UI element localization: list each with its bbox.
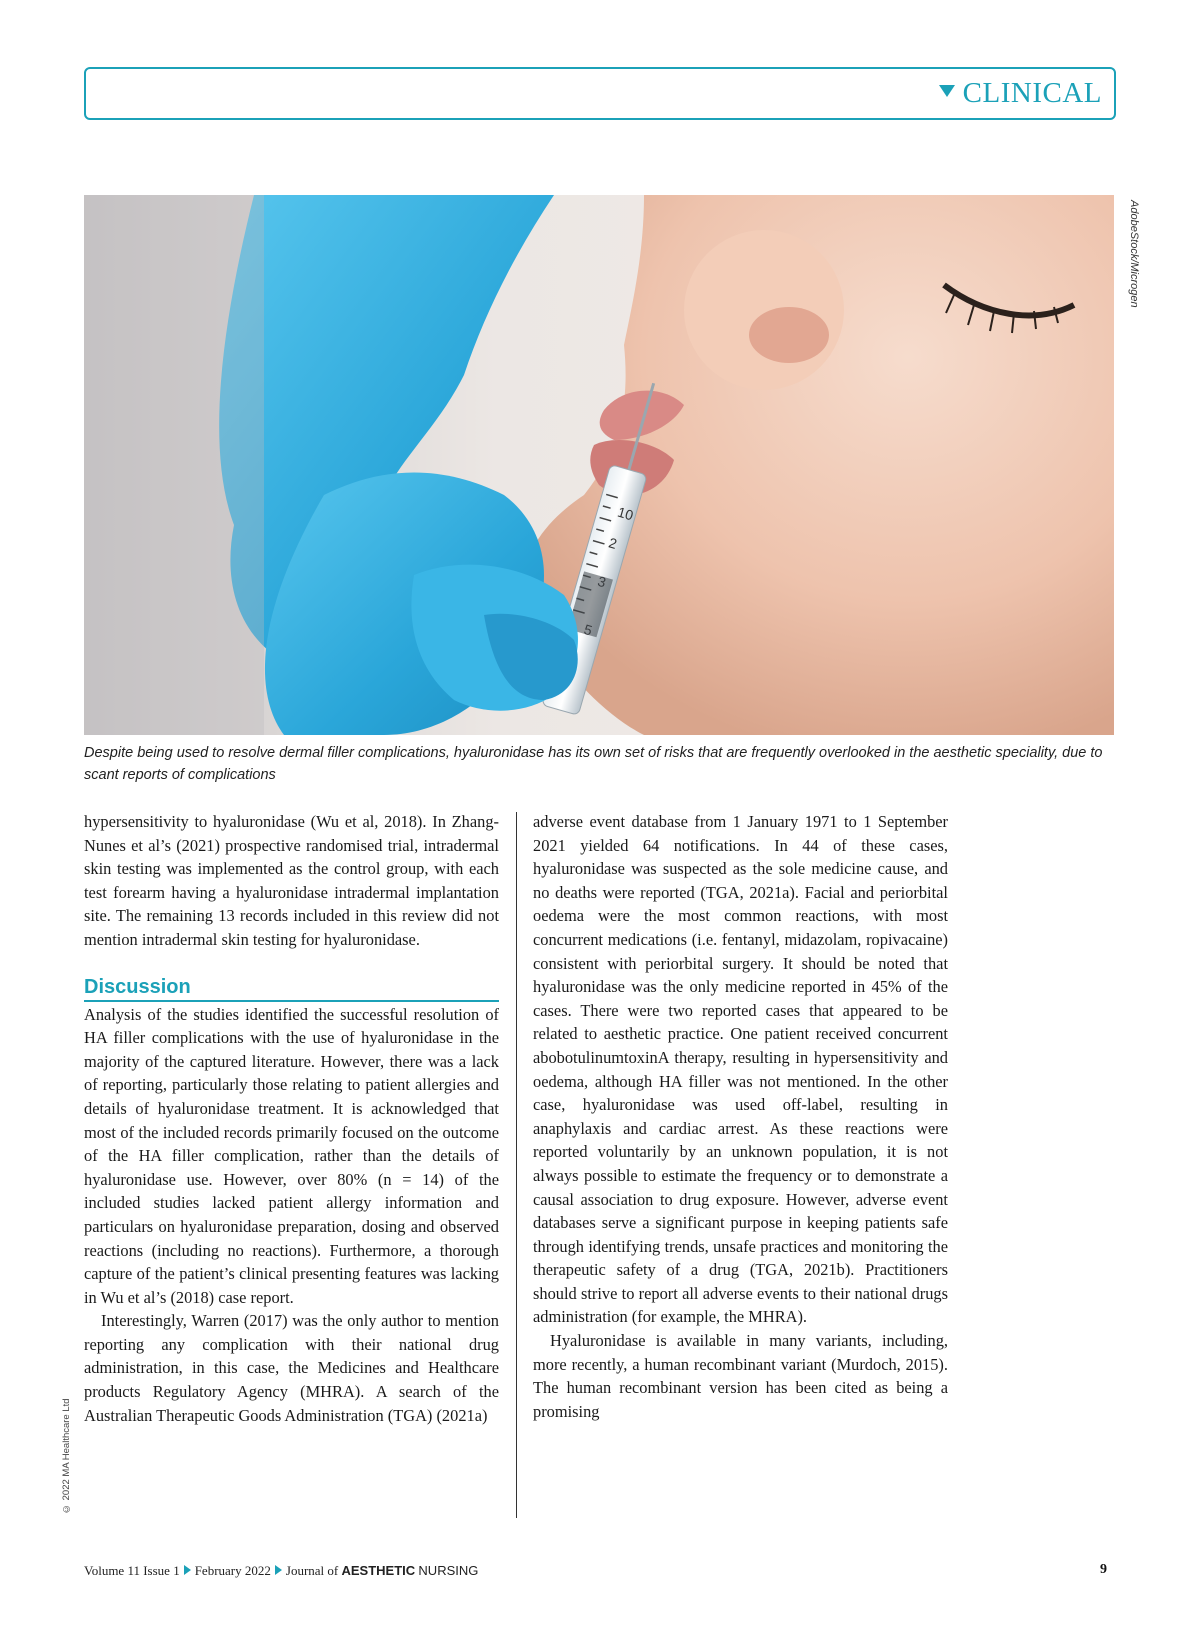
arrow-right-icon xyxy=(184,1565,191,1575)
footer-volume: Volume 11 Issue 1 xyxy=(84,1563,180,1578)
body-paragraph: Analysis of the studies identified the successful resolution of HA filler complications with the use of hyaluronidase in the majority of the captured literature. However, there was a lack of reporting, particularly those relating to patient allergies and details of hyaluronidase treatment. It is acknowledged that most of the included records primarily focused on the outcome of the HA filler complication, rather than the details of hyaluronidase use. However, over 80% (n = 14) of the included studies lacked patient allergy information and particulars on hyaluronidase preparation, dosing and observed reactions (including no reactions). Furthermore, a thorough capture of the patient’s clinical presenting features was lacking in Wu et al’s (2018) case report. xyxy=(84,1004,499,1307)
photo-caption: Despite being used to resolve dermal filler complications, hyaluronidase has its own set of risks that are frequently overlooked in the aesthetic speciality, due to scant reports of complications xyxy=(84,745,1103,783)
section-label-text: CLINICAL xyxy=(962,77,1102,109)
article-photo xyxy=(84,195,1114,735)
footer-journal-suffix: NURSING xyxy=(418,1563,479,1578)
section-header-box xyxy=(84,67,1116,120)
section-label xyxy=(939,77,1102,110)
body-paragraph: hypersensitivity to hyaluronidase (Wu et al, 2018). In Zhang-Nunes et al’s (2021) prospective randomised trial, intradermal skin testing was implemented as the control group, with each test forearm having a hyaluronidase intradermal implantation site. The remaining 13 records included in this review did not mention intradermal skin testing for hyaluronidase. xyxy=(84,812,499,949)
right-column xyxy=(533,810,948,1423)
section-subhead: Discussion xyxy=(84,974,499,1002)
body-paragraph: Hyaluronidase is available in many variants, including, more recently, a human recombinant variant (Murdoch, 2015). The human recombinant version has been cited as being a promising xyxy=(533,1331,948,1421)
page-footer xyxy=(84,1563,478,1579)
footer-date: February 2022 xyxy=(194,1563,271,1578)
footer-journal-bold: AESTHETIC xyxy=(341,1563,416,1578)
syringe-mark: 2 xyxy=(606,534,619,552)
copyright-notice: © 2022 MA Healthcare Ltd xyxy=(61,1398,72,1514)
syringe-mark: 10 xyxy=(615,503,636,524)
body-paragraph: adverse event database from 1 January 1971 to 1 September 2021 yielded 64 notifications. In 44 of these cases, hyaluronidase was suspected as the sole medicine cause, and no deaths were reported (TGA, 2021a). Facial and periorbital oedema were the most common reactions, with most concurrent medications (i.e. fentanyl, midazolam, ropivacaine) consistent with periorbital surgery. It should be noted that hyaluronidase was the only medicine reported in 45% of the cases. There were two reported cases that appeared to be related to aesthetic practice. One patient received concurrent abobotulinumtoxinA therapy, resulting in hypersensitivity and oedema, although HA filler was not mentioned. In the other case, hyaluronidase was used off-label, resulting in anaphylaxis and cardiac arrest. As these reactions were reported voluntarily by an unknown population, it is not always possible to estimate the frequency or to demonstrate a causal association to drug exposure. However, adverse event databases serve a significant purpose in keeping patients safe through identifying trends, unsafe practices and monitoring the therapeutic safety of a drug (TGA, 2021b). Practitioners should strive to report all adverse events to their national drugs administration (for example, the MHRA). xyxy=(533,812,948,1327)
footer-journal-prefix: Journal of xyxy=(285,1563,339,1578)
photo-credit: AdobeStock/Microgen xyxy=(1128,200,1140,308)
column-divider xyxy=(516,812,517,1518)
page-number: 9 xyxy=(1100,1562,1107,1577)
left-column xyxy=(84,810,499,1427)
arrow-right-icon xyxy=(275,1565,282,1575)
triangle-down-icon xyxy=(939,85,955,97)
body-paragraph: Interestingly, Warren (2017) was the only author to mention reporting any complication with their national drug administration, in this case, the Medicines and Healthcare products Regulatory Agency (MHRA). A search of the Australian Therapeutic Goods Administration (TGA) (2021a) xyxy=(84,1311,499,1425)
